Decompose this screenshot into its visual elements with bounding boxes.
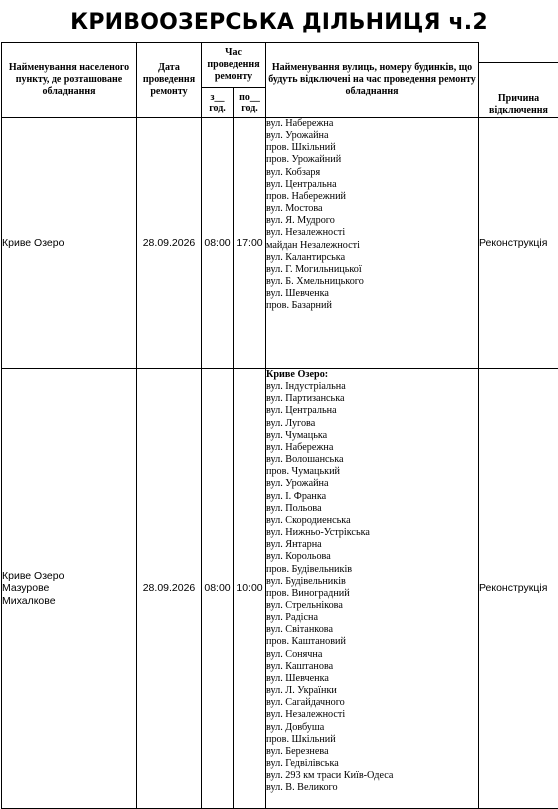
settlement-cell [2,369,137,809]
street-item: пров. Будівельників [266,564,478,576]
settlement-cell [2,118,137,369]
street-item: вул. Б. Хмельницького [266,276,478,288]
street-item: вул. Сонячна [266,649,478,661]
street-item: вул. Набережна [266,442,478,454]
header-time-from: з__ год. [202,88,234,118]
table-row [2,118,558,369]
street-item: вул. Гедвілівська [266,758,478,770]
outage-schedule-table [1,42,558,809]
street-item: вул. Кобзаря [266,167,478,179]
header-streets: Найменування вулиць, номеру будинків, що будуть відключені на час проведення ремонту обладнання [266,43,479,118]
street-item: вул. В. Великого [266,782,478,794]
street-item: вул. Нижньо-Устрікська [266,527,478,539]
street-item: вул. Янтарна [266,539,478,551]
street-item: вул. Індустріальна [266,381,478,393]
streets-heading: Криве Озеро: [266,369,478,381]
street-item: вул. Сагайдачного [266,697,478,709]
street-item: пров. Урожайний [266,154,478,166]
street-item: вул. Шевченка [266,673,478,685]
street-item: вул. Центральна [266,405,478,417]
street-item: вул. Довбуша [266,722,478,734]
settlement-name: Мазурове [2,582,136,594]
time-from-cell: 08:00 [202,369,234,809]
street-item: вул. Шевченка [266,288,478,300]
header-date: Дата проведення ремонту [137,43,202,118]
street-item: вул. Радісна [266,612,478,624]
street-item: вул. Волошанська [266,454,478,466]
street-item: вул. Польова [266,503,478,515]
street-item: вул. Урожайна [266,478,478,490]
street-item: пров. Набережний [266,191,478,203]
page-title: КРИВООЗЕРСЬКА ДІЛЬНИЦЯ ч.2 [0,8,558,38]
date-cell: 28.09.2026 [137,369,202,809]
street-item: вул. Мостова [266,203,478,215]
street-item: вул. 293 км траси Київ-Одеса [266,770,478,782]
time-from-cell: 08:00 [202,118,234,369]
header-row-1 [2,43,558,63]
street-item: вул. Лугова [266,418,478,430]
settlement-name: Криве Озеро [2,570,136,582]
street-item: вул. Каштанова [266,661,478,673]
street-item: пров. Базарний [266,300,478,312]
streets-cell [266,369,479,809]
street-item: вул. Стрельнікова [266,600,478,612]
street-item: вул. Будівельників [266,576,478,588]
header-time: Час проведення ремонту [202,43,266,88]
settlement-name: Михалкове [2,595,136,607]
street-item: вул. Урожайна [266,130,478,142]
street-item: пров. Чумацький [266,466,478,478]
street-item: вул. Г. Могильницької [266,264,478,276]
date-cell: 28.09.2026 [137,118,202,369]
street-item: вул. Скородиенська [266,515,478,527]
street-item: вул. Незалежності [266,227,478,239]
header-time-to: по__ год. [234,88,266,118]
street-item: вул. Набережна [266,118,478,130]
street-item: вул. Л. Українки [266,685,478,697]
street-item: вул. Калантирська [266,252,478,264]
settlement-name: Криве Озеро [2,237,136,249]
table-row [2,369,558,809]
reason-cell: Реконструкція [479,369,558,809]
street-item: пров. Каштановий [266,636,478,648]
street-item: вул. Партизанська [266,393,478,405]
street-item: пров. Шкільний [266,734,478,746]
street-item: вул. Чумацька [266,430,478,442]
street-item: пров. Шкільний [266,142,478,154]
streets-cell [266,118,479,369]
street-item: вул. Центральна [266,179,478,191]
time-to-cell: 10:00 [234,369,266,809]
header-reason: Причина відключення [479,63,558,118]
street-item: вул. Світанкова [266,624,478,636]
street-item: майдан Незалежності [266,240,478,252]
street-item: вул. І. Франка [266,491,478,503]
header-settlement: Найменування населеного пункту, де розташоване обладнання [2,43,137,118]
street-item: вул. Незалежності [266,709,478,721]
street-item: вул. Корольова [266,551,478,563]
time-to-cell: 17:00 [234,118,266,369]
street-item: вул. Я. Мудрого [266,215,478,227]
street-item: вул. Березнева [266,746,478,758]
reason-cell: Реконструкція [479,118,558,369]
street-item: пров. Виноградний [266,588,478,600]
header-gap [479,43,558,63]
